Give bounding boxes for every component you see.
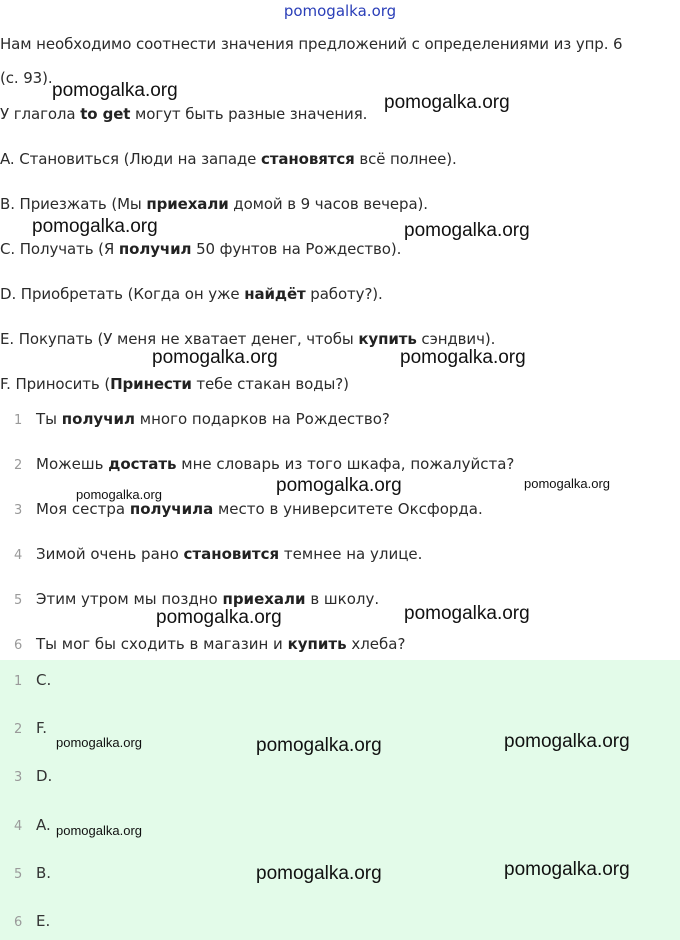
answer-item bbox=[0, 668, 51, 692]
watermark: pomogalka.org bbox=[276, 475, 402, 496]
watermark: pomogalka.org bbox=[56, 735, 142, 750]
sentence-bold: приехали bbox=[222, 590, 306, 608]
sentence-bold: получил bbox=[61, 410, 136, 428]
answer-number: 5 bbox=[14, 867, 23, 882]
answer-number: 2 bbox=[14, 722, 23, 737]
sentence-text bbox=[36, 635, 405, 653]
watermark: pomogalka.org bbox=[384, 92, 510, 113]
meaning-post: домой в 9 часов вечера). bbox=[228, 195, 428, 213]
watermark: pomogalka.org bbox=[524, 476, 610, 491]
meaning-pre: B. Приезжать (Мы bbox=[0, 195, 147, 213]
sentence-post: в школу. bbox=[305, 590, 380, 608]
sentence-number: 2 bbox=[14, 458, 23, 473]
answer-item bbox=[0, 764, 52, 788]
sentence-pre: Можешь bbox=[36, 455, 109, 473]
meaning-pre: C. Получать (Я bbox=[0, 240, 119, 258]
intro-get-bold: to get bbox=[80, 105, 131, 123]
sentence-pre: Моя сестра bbox=[36, 500, 130, 518]
sentence-number: 1 bbox=[14, 413, 23, 428]
meaning-pre: E. Покупать (У меня не хватает денег, чтобы bbox=[0, 330, 359, 348]
watermark: pomogalka.org bbox=[76, 487, 162, 502]
sentence-item bbox=[0, 452, 514, 476]
sentence-post: много подарков на Рождество? bbox=[135, 410, 390, 428]
sentence-item bbox=[0, 632, 405, 656]
meaning-post: всё полнее). bbox=[354, 150, 457, 168]
watermark: pomogalka.org bbox=[504, 859, 630, 880]
watermark: pomogalka.org bbox=[504, 731, 630, 752]
meaning-c bbox=[0, 239, 401, 259]
meaning-bold: купить bbox=[358, 330, 417, 348]
sentence-item bbox=[0, 542, 422, 566]
watermark: pomogalka.org bbox=[52, 80, 178, 101]
meaning-post: 50 фунтов на Рождество). bbox=[191, 240, 402, 258]
sentence-number: 3 bbox=[14, 503, 23, 518]
sentence-post: мне словарь из того шкафа, пожалуйста? bbox=[176, 455, 515, 473]
sentence-number: 6 bbox=[14, 638, 23, 653]
meaning-post: сэндвич). bbox=[416, 330, 496, 348]
answer-number: 1 bbox=[14, 674, 23, 689]
answer-number: 4 bbox=[14, 819, 23, 834]
answer-value: C. bbox=[36, 671, 52, 689]
sentence-bold: получила bbox=[129, 500, 214, 518]
meaning-post: тебе стакан воды?) bbox=[191, 375, 349, 393]
meaning-post: работу?). bbox=[305, 285, 383, 303]
intro-line-2: (с. 93). bbox=[0, 69, 53, 87]
meaning-bold: получил bbox=[118, 240, 192, 258]
sentence-text bbox=[36, 590, 379, 608]
intro-get-line bbox=[0, 104, 367, 124]
watermark: pomogalka.org bbox=[404, 220, 530, 241]
meaning-d bbox=[0, 284, 383, 304]
meaning-b bbox=[0, 194, 428, 214]
intro-line-1: Нам необходимо соотнести значения предложений с определениями из упр. 6 bbox=[0, 35, 623, 53]
site-watermark-top: pomogalka.org bbox=[283, 2, 397, 20]
intro-get-post: могут быть разные значения. bbox=[130, 105, 368, 123]
watermark: pomogalka.org bbox=[56, 823, 142, 838]
sentence-item bbox=[0, 407, 390, 431]
watermark: pomogalka.org bbox=[32, 216, 158, 237]
sentence-pre: Зимой очень рано bbox=[36, 545, 184, 563]
answer-item bbox=[0, 909, 50, 933]
answer-value: F. bbox=[36, 719, 47, 737]
meaning-pre: F. Приносить ( bbox=[0, 375, 111, 393]
answer-panel bbox=[0, 660, 680, 940]
watermark: pomogalka.org bbox=[256, 863, 382, 884]
answer-number: 6 bbox=[14, 915, 23, 930]
meaning-bold: приехали bbox=[146, 195, 229, 213]
meaning-f bbox=[0, 374, 349, 394]
sentence-bold: достать bbox=[108, 455, 177, 473]
sentence-text bbox=[36, 545, 422, 563]
watermark: pomogalka.org bbox=[156, 607, 282, 628]
answer-item bbox=[0, 716, 47, 740]
sentence-text bbox=[36, 455, 514, 473]
sentence-post: темнее на улице. bbox=[279, 545, 423, 563]
sentence-item bbox=[0, 497, 483, 521]
answer-number: 3 bbox=[14, 770, 23, 785]
sentence-pre: Ты мог бы сходить в магазин и bbox=[36, 635, 288, 653]
meaning-bold: становятся bbox=[260, 150, 355, 168]
answer-value: E. bbox=[36, 912, 51, 930]
sentence-text bbox=[36, 410, 390, 428]
answer-value: B. bbox=[36, 864, 52, 882]
sentence-bold: купить bbox=[287, 635, 347, 653]
watermark: pomogalka.org bbox=[400, 347, 526, 368]
meaning-e bbox=[0, 329, 495, 349]
answer-item bbox=[0, 861, 51, 885]
sentence-pre: Этим утром мы поздно bbox=[36, 590, 223, 608]
meaning-a bbox=[0, 149, 457, 169]
sentence-post: хлеба? bbox=[346, 635, 406, 653]
watermark: pomogalka.org bbox=[256, 735, 382, 756]
sentence-post: место в университете Оксфорда. bbox=[213, 500, 483, 518]
answer-value: A. bbox=[36, 816, 51, 834]
meaning-pre: A. Становиться (Люди на западе bbox=[0, 150, 261, 168]
sentence-pre: Ты bbox=[36, 410, 62, 428]
watermark: pomogalka.org bbox=[152, 347, 278, 368]
sentence-number: 5 bbox=[14, 593, 23, 608]
answer-item bbox=[0, 813, 51, 837]
sentence-bold: становится bbox=[183, 545, 280, 563]
meaning-bold: Принести bbox=[110, 375, 192, 393]
intro-get-pre: У глагола bbox=[0, 105, 81, 123]
answer-value: D. bbox=[36, 767, 53, 785]
meaning-bold: найдёт bbox=[244, 285, 306, 303]
sentence-number: 4 bbox=[14, 548, 23, 563]
watermark: pomogalka.org bbox=[404, 603, 530, 624]
meaning-pre: D. Приобретать (Когда он уже bbox=[0, 285, 245, 303]
